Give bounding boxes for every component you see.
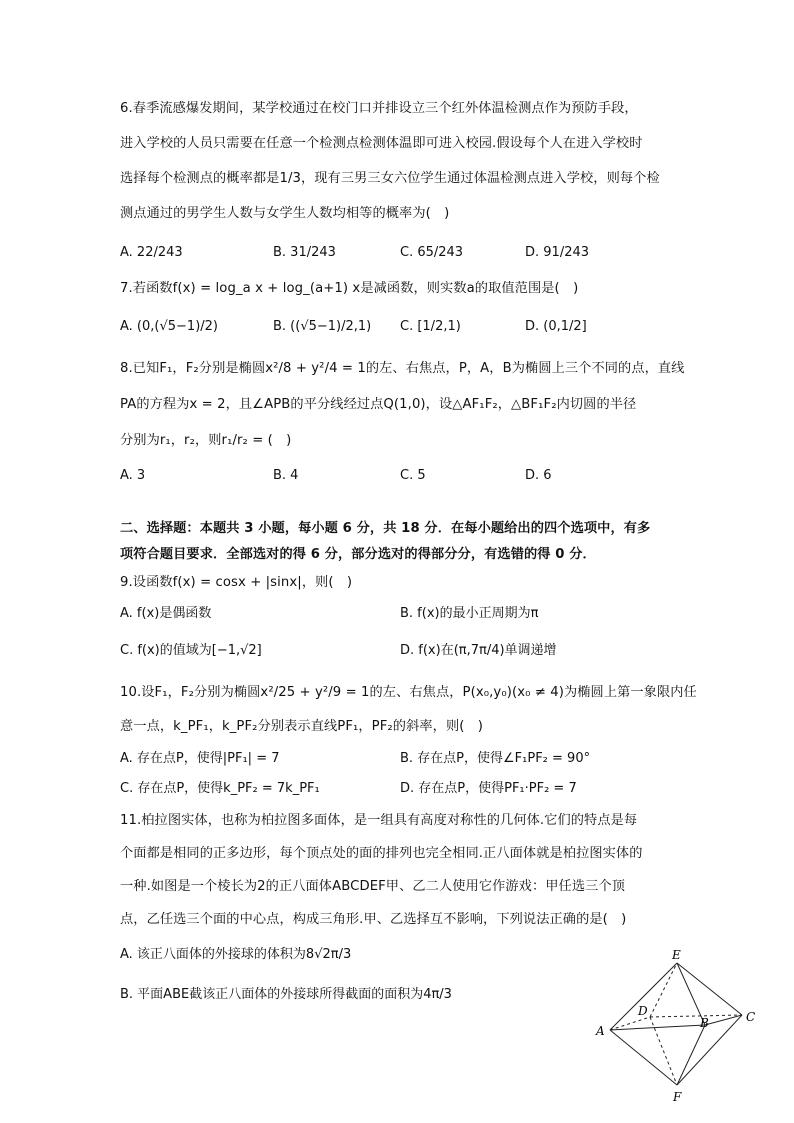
q11-line2: 个面都是相同的正多边形，每个顶点处的面的排列也完全相同.正八面体就是柏拉图实体的 <box>120 846 643 861</box>
q7-option-a[interactable]: A. (0,(√5−1)/2) <box>120 319 218 334</box>
q8-line3: 分别为r₁，r₂，则r₁/r₂ = ( ) <box>120 433 292 448</box>
q11-option-a[interactable]: A. 该正八面体的外接球的体积为8√2π/3 <box>120 947 352 962</box>
q10-line2: 意一点，k_PF₁，k_PF₂分别表示直线PF₁，PF₂的斜率，则( ) <box>120 719 484 734</box>
edge-DC <box>650 1015 742 1017</box>
q10-option-c[interactable]: C. 存在点P，使得k_PF₂ = 7k_PF₁ <box>120 781 320 796</box>
edge-FA <box>610 1030 677 1085</box>
label-B: B <box>700 1016 709 1030</box>
q10-line1: 10.设F₁，F₂分别为椭圆x²/25 + y²/9 = 1的左、右焦点，P(x₀,y₀)(x₀ ≠ 4)为椭圆上第一象限内任 <box>120 685 697 700</box>
edge-FB <box>677 1025 705 1085</box>
label-D: D <box>638 1004 648 1018</box>
q10-option-a[interactable]: A. 存在点P，使得|PF₁| = 7 <box>120 751 280 766</box>
section2-line1: 二、选择题：本题共 3 小题，每小题 6 分，共 18 分．在每小题给出的四个选项中，有多 <box>120 521 651 536</box>
label-F: F <box>673 1090 682 1104</box>
q6-line2: 进入学校的人员只需要在任意一个检测点检测体温即可进入校园.假设每个人在进入学校时 <box>120 136 643 151</box>
q11-line4: 点，乙任选三个面的中心点，构成三角形.甲、乙选择互不影响，下列说法正确的是( ) <box>120 912 627 927</box>
edge-EA <box>610 963 677 1030</box>
q8-option-a[interactable]: A. 3 <box>120 468 146 483</box>
q6-line3: 选择每个检测点的概率都是1/3，现有三男三女六位学生通过体温检测点进入学校，则每个检 <box>120 171 660 186</box>
q7-line1: 7.若函数f(x) = log_a x + log_(a+1) x是减函数，则实数a的取值范围是( ) <box>120 281 579 296</box>
q6-line1: 6.春季流感爆发期间，某学校通过在校门口并排设立三个红外体温检测点作为预防手段， <box>120 101 638 116</box>
q8-option-b[interactable]: B. 4 <box>273 468 299 483</box>
q9-line1: 9.设函数f(x) = cosx + |sinx|，则( ) <box>120 575 353 590</box>
q6-line4: 测点通过的男学生人数与女学生人数均相等的概率为( ) <box>120 206 450 221</box>
q10-option-d[interactable]: D. 存在点P，使得PF₁·PF₂ = 7 <box>400 781 577 796</box>
label-E: E <box>672 948 681 962</box>
q9-option-a[interactable]: A. f(x)是偶函数 <box>120 606 212 621</box>
q11-line3: 一种.如图是一个棱长为2的正八面体ABCDEF甲、乙二人使用它作游戏：甲任选三个顶 <box>120 879 625 894</box>
q7-option-d[interactable]: D. (0,1/2] <box>525 319 587 334</box>
label-A: A <box>596 1024 605 1038</box>
q9-option-c[interactable]: C. f(x)的值域为[−1,√2] <box>120 643 262 658</box>
edge-BC <box>705 1015 742 1025</box>
q8-line2: PA的方程为x = 2，且∠APB的平分线经过点Q(1,0)，设△AF₁F₂，△BF₁F₂内切圆的半径 <box>120 397 637 412</box>
q6-option-d[interactable]: D. 91/243 <box>525 245 590 260</box>
q9-option-b[interactable]: B. f(x)的最小正周期为π <box>400 606 539 621</box>
q8-line1: 8.已知F₁，F₂分别是椭圆x²/8 + y²/4 = 1的左、右焦点，P，A，B为椭圆上三个不同的点，直线 <box>120 361 685 376</box>
q6-option-a[interactable]: A. 22/243 <box>120 245 183 260</box>
q10-option-b[interactable]: B. 存在点P，使得∠F₁PF₂ = 90° <box>400 751 591 766</box>
section2-line2: 项符合题目要求．全部选对的得 6 分，部分选对的得部分分，有选错的得 0 分． <box>120 547 596 562</box>
label-C: C <box>746 1010 756 1024</box>
edge-DE <box>650 963 677 1017</box>
q6-option-b[interactable]: B. 31/243 <box>273 245 336 260</box>
edge-EC <box>677 963 742 1015</box>
q11-line1: 11.柏拉图实体，也称为柏拉图多面体，是一组具有高度对称性的几何体.它们的特点是每 <box>120 813 638 828</box>
q9-option-d[interactable]: D. f(x)在(π,7π/4)单调递增 <box>400 643 557 658</box>
q8-option-c[interactable]: C. 5 <box>400 468 426 483</box>
q7-option-b[interactable]: B. ((√5−1)/2,1) <box>273 319 372 334</box>
q7-option-c[interactable]: C. [1/2,1) <box>400 319 461 334</box>
octahedron-figure <box>590 945 770 1105</box>
q11-option-b[interactable]: B. 平面ABE截该正八面体的外接球所得截面的面积为4π/3 <box>120 987 452 1002</box>
q6-option-c[interactable]: C. 65/243 <box>400 245 464 260</box>
q8-option-d[interactable]: D. 6 <box>525 468 552 483</box>
